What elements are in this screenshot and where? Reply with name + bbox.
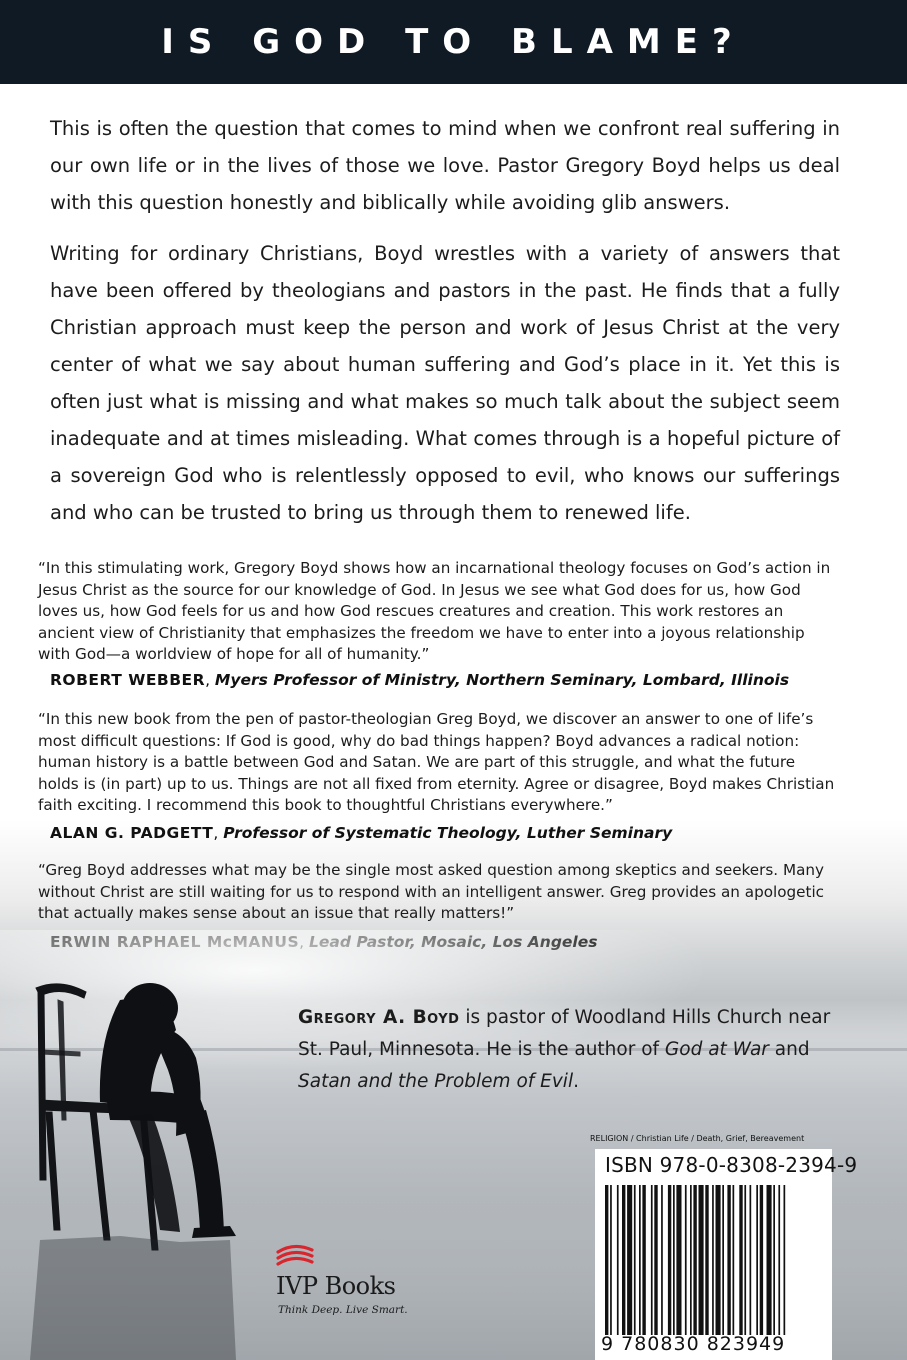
author-bio-text-1: is pastor of Woodland Hills Church near St. Paul, Minnesota. He is the author of xyxy=(298,1007,831,1060)
barcode-bar xyxy=(767,1185,772,1335)
intro-paragraph-1: This is often the question that comes to mind when we confront real suffering in our own life or in the lives of those we love. Pastor Gregory Boyd helps us deal with this question honestly and biblically while avoiding glib answers. xyxy=(50,117,840,214)
barcode-digits: 9 780830 823949 xyxy=(601,1333,786,1355)
barcode-bar xyxy=(651,1185,653,1335)
barcode-bar xyxy=(693,1185,696,1335)
author-bio xyxy=(298,1002,838,1098)
barcode-bar xyxy=(676,1185,681,1335)
author-book-1: God at War xyxy=(664,1039,769,1060)
author-book-2: Satan and the Problem of Evil xyxy=(298,1071,574,1092)
barcode-bar xyxy=(733,1185,735,1335)
barcode-bar xyxy=(716,1185,721,1335)
endorser-title-1: Myers Professor of Ministry, Northern Seminary, Lombard, Illinois xyxy=(214,671,790,689)
barcode-bar xyxy=(610,1185,612,1335)
barcode-bar xyxy=(685,1185,687,1335)
title-banner xyxy=(0,0,907,84)
barcode-bar xyxy=(773,1185,775,1335)
barcode-bar xyxy=(778,1185,780,1335)
barcode-bar xyxy=(639,1185,641,1335)
endorsement-attribution-2: ALAN G. PADGETT, Professor of Systematic Theology, Luther Seminary xyxy=(50,824,673,842)
barcode-bar xyxy=(627,1185,632,1335)
barcode-bar xyxy=(744,1185,746,1335)
barcode-bar xyxy=(622,1185,625,1335)
endorsement-quote-3: “Greg Boyd addresses what may be the single most asked question among skeptics and seekers. Many without Christ are still waiting for us to respond with an intelligent answer. Greg provides an apologetic that actually makes sense about an issue that really matters!” xyxy=(38,861,825,922)
barcode-icon xyxy=(605,1185,827,1335)
endorsement-quote-2: “In this new book from the pen of pastor-theologian Greg Boyd, we discover an answer to one of life’s most difficult questions: If God is good, why do bad things happen? Boyd advances a radical notion: human history is a battle between God and Satan. We are part of this struggle, and what the future holds is (in part) up to us. Things are not all fixed from eternity. Agree or disagree, Boyd makes Christian faith exciting. I recommend this book to thoughtful Christians everywhere.” xyxy=(38,710,835,814)
endorsement-attribution-1: ROBERT WEBBER, Myers Professor of Ministry, Northern Seminary, Lombard, Illinois xyxy=(50,671,790,689)
barcode-bar xyxy=(705,1185,708,1335)
isbn-number: ISBN 978-0-8308-2394-9 xyxy=(605,1153,858,1177)
barcode-bar xyxy=(654,1185,657,1335)
barcode-bar xyxy=(784,1185,786,1335)
endorser-name-1: ROBERT WEBBER xyxy=(50,671,206,689)
barcode-bar xyxy=(661,1185,663,1335)
author-bio-text-2: and xyxy=(768,1039,810,1060)
barcode-bar xyxy=(727,1185,730,1335)
intro-paragraph-2: Writing for ordinary Christians, Boyd wrestles with a variety of answers that have been offered by theologians and pastors in the past. He finds that a fully Christian approach must keep the person and work of Jesus Christ at the very center of what we say about human suffering and God’s place in it. Yet this is often just what is missing and what makes so much talk about the subject seem inadequate and at times misleading. What comes through is a hopeful picture of a sovereign God who is relentlessly opposed to evil, who knows our sufferings and who can be trusted to bring us through them to renewed life. xyxy=(50,242,840,524)
barcode-bar xyxy=(605,1185,608,1335)
barcode-bar xyxy=(642,1185,645,1335)
barcode-bar xyxy=(668,1185,671,1335)
publisher-name: IVP Books xyxy=(276,1272,396,1300)
barcode-bar xyxy=(690,1185,692,1335)
barcode-bar xyxy=(750,1185,752,1335)
barcode-bar xyxy=(617,1185,619,1335)
barcode-bar xyxy=(699,1185,704,1335)
barcode-bar xyxy=(756,1185,758,1335)
barcode-bar xyxy=(760,1185,763,1335)
endorser-name-2: ALAN G. PADGETT xyxy=(50,824,214,842)
author-bio-text-3: . xyxy=(573,1071,579,1092)
barcode-bar xyxy=(739,1185,742,1335)
barcode-bar xyxy=(634,1185,636,1335)
category-label: RELIGION / Christian Life / Death, Grief, Bereavement xyxy=(590,1134,805,1143)
endorsement-quote-1: “In this stimulating work, Gregory Boyd shows how an incarnational theology focuses on God’s action in Jesus Christ as the source for our knowledge of God. In Jesus we see what God does for us, how God loves us, how God feels for us and how God rescues creatures and creation. This work restores an ancient view of Christianity that emphasizes the freedom we have to enter into a joyous relationship with God—a worldview of hope for all of humanity.” xyxy=(38,559,831,663)
author-name: Gregory A. Boyd xyxy=(298,1007,460,1028)
isbn-barcode-panel xyxy=(595,1149,858,1360)
barcode-bar xyxy=(722,1185,724,1335)
endorser-title-2: Professor of Systematic Theology, Luther Seminary xyxy=(223,824,673,842)
barcode-bar xyxy=(673,1185,675,1335)
cover-title: IS GOD TO BLAME? xyxy=(161,22,746,62)
publisher-tagline: Think Deep. Live Smart. xyxy=(278,1304,408,1316)
barcode-bar xyxy=(712,1185,714,1335)
